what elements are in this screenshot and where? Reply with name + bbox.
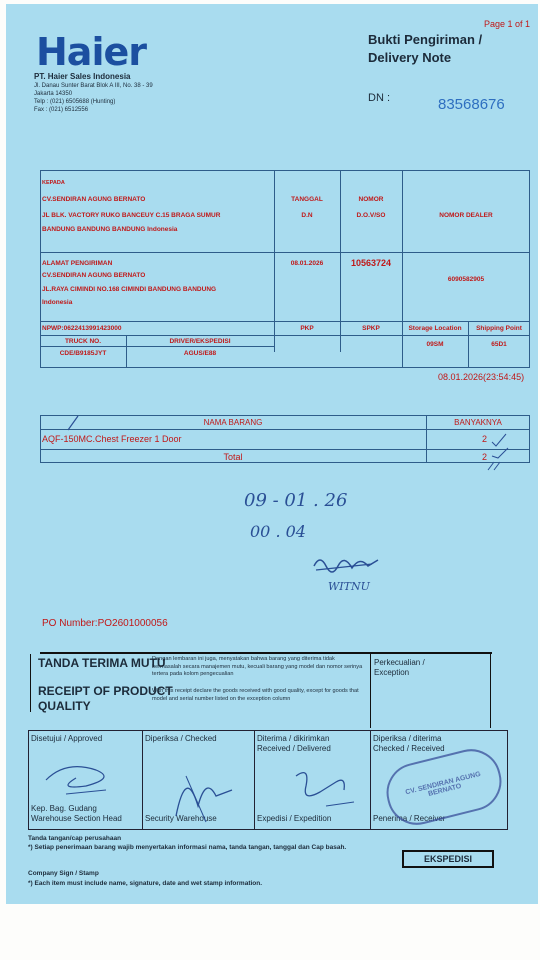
recipient-name: CV.SENDIRAN AGUNG BERNATO — [42, 196, 146, 203]
driver-label: DRIVER/EKSPEDISI — [169, 338, 231, 345]
sig-received-top: Diperiksa / diterima Checked / Received — [373, 734, 445, 753]
sig-approved-bottom: Kep. Bag. Gudang Warehouse Section Head — [31, 804, 122, 823]
npwp-value: NPWP:0622413991423000 — [42, 325, 122, 332]
handwritten-name: WITNU — [328, 580, 370, 593]
company-address-2: Jakarta 14350 — [34, 91, 73, 97]
nomor-sub: D.O.V/SO — [356, 212, 386, 219]
doc-title-id: Bukti Pengiriman / — [368, 32, 483, 47]
footer-note-2: *) Each item must include name, signature, date and wet stamp information. — [28, 880, 263, 887]
truck-no-value: CDE/B9185JYT — [59, 350, 107, 357]
footer-note-2-title: Company Sign / Stamp — [28, 870, 99, 877]
spkp-label: SPKP — [362, 325, 380, 332]
shipping-address-2: Indonesia — [42, 299, 73, 306]
total-qty: 2 — [482, 452, 488, 462]
print-timestamp: 08.01.2026(23:54:45) — [438, 372, 525, 382]
total-label: Total — [223, 452, 243, 462]
footer-note-1-title: Tanda tangan/cap perusahaan — [28, 835, 122, 842]
tanggal-sub: D.N — [301, 212, 313, 219]
recipient-address-2: BANDUNG BANDUNG BANDUNG Indonesia — [42, 226, 178, 233]
signature-checked-mark — [156, 756, 246, 826]
pkp-label: PKP — [300, 325, 314, 332]
sig-received-bottom: Penerima / Receiver — [373, 814, 446, 823]
exception-label: Perkecualian / Exception — [374, 658, 425, 677]
sig-checked-top: Diperiksa / Checked — [145, 734, 217, 743]
receipt-text-en: With this receipt declare the goods received with good quality, except for goods that model and serial number listed on the exception column — [152, 688, 359, 702]
receipt-text-id: Dengan lembaran ini juga, menyatakan bahwa barang yang diterima tidak bermasalah secara manajemen mutu, kecuali barang yang model dan nomor serinya tertera pada kolom pengecualian — [152, 656, 363, 677]
item-name: AQF-150MC.Chest Freezer 1 Door — [42, 434, 182, 444]
storage-location-label: Storage Location — [408, 325, 462, 332]
driver-value: AGUS/E88 — [183, 350, 217, 357]
company-fax: Fax : (021) 6512556 — [34, 107, 89, 113]
signature-approved-mark — [36, 750, 136, 800]
doc-title-en: Delivery Note — [368, 50, 452, 65]
dn-date: 08.01.2026 — [290, 260, 324, 267]
receipt-title-en-1: RECEIPT OF PRODUCT — [38, 684, 173, 698]
item-name-header: NAMA BARANG — [203, 418, 263, 427]
footer-note-1: *) Setiap penerimaan barang wajib menyertakan informasi nama, tanda tangan, tanggal dan Cap basah. — [28, 844, 347, 851]
shipping-point-label: Shipping Point — [476, 325, 522, 332]
ekspedisi-label: EKSPEDISI — [402, 850, 494, 868]
company-address-1: Jl. Danau Sunter Barat Blok A III, No. 38 - 39 — [34, 83, 153, 89]
sig-delivered-bottom: Expedisi / Expedition — [257, 814, 332, 823]
receipt-title-en-2: QUALITY — [38, 699, 91, 713]
dealer-number: 6090582905 — [447, 276, 485, 283]
company-name: PT. Haier Sales Indonesia — [34, 72, 131, 81]
receipt-title-id: TANDA TERIMA MUTU — [38, 656, 166, 670]
shipping-name: CV.SENDIRAN AGUNG BERNATO — [42, 272, 146, 279]
handwritten-signature-1 — [312, 552, 382, 582]
dn-label: DN : — [368, 92, 390, 104]
shipping-point-value: 65D1 — [491, 341, 507, 348]
handwritten-time: 00 . 04 — [250, 522, 306, 541]
signature-delivered-mark — [286, 756, 366, 816]
shipping-address-1: JL.RAYA CIMINDI NO.168 CIMINDI BANDUNG BANDUNG — [42, 286, 217, 293]
recipient-address-1: JL BLK. VACTORY RUKO BANCEUY C.15 BRAGA SUMUR — [42, 212, 221, 219]
handwritten-date: 09 - 01 . 26 — [244, 490, 348, 511]
sig-approved-top: Disetujui / Approved — [31, 734, 103, 743]
delivery-note-sheet — [6, 4, 538, 904]
haier-logo: Haier — [36, 30, 146, 74]
page-indicator: Page 1 of 1 — [484, 19, 531, 29]
tick-marks-icon — [486, 432, 516, 472]
dealer-label: NOMOR DEALER — [439, 212, 493, 219]
nomor-label: NOMOR — [358, 196, 384, 203]
sig-delivered-top: Diterima / dikirimkan Received / Delivered — [257, 734, 331, 753]
stamp-text: CV. SENDIRAN AGUNG BERNATO — [404, 770, 482, 798]
storage-location-value: 09SM — [426, 341, 444, 348]
kepada-label: KEPADA — [42, 180, 65, 186]
po-number: PO Number:PO2601000056 — [42, 618, 168, 629]
shipping-label: ALAMAT PENGIRIMAN — [42, 260, 113, 267]
checkmark-icon — [66, 414, 96, 432]
tanggal-label: TANGGAL — [291, 196, 323, 203]
item-qty-header: BANYAKNYA — [454, 418, 502, 427]
item-qty: 2 — [482, 434, 488, 444]
sig-checked-bottom: Security Warehouse — [145, 814, 217, 823]
do-number: 10563724 — [350, 258, 392, 268]
truck-no-label: TRUCK NO. — [64, 338, 102, 345]
company-telp: Telp : (021) 6505688 (Hunting) — [34, 99, 116, 105]
dn-number: 83568676 — [438, 96, 505, 113]
